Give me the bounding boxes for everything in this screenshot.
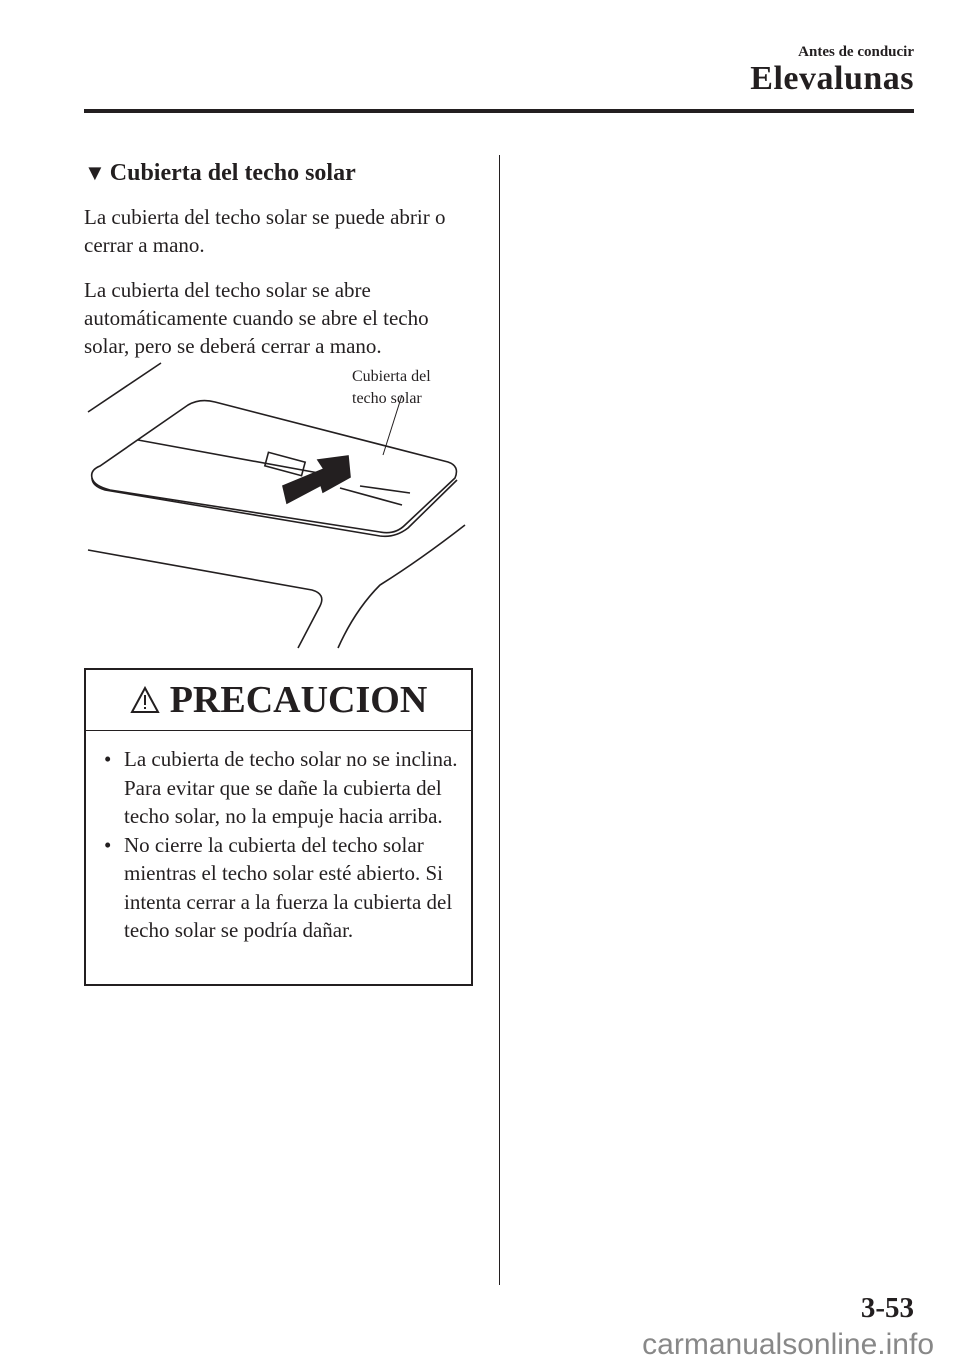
column-divider (499, 155, 500, 1285)
caution-item-text: La cubierta de techo solar no se inclina. Para evitar que se dañe la cubierta del techo solar, no la empuje hacia arriba. (124, 747, 458, 828)
triangle-icon: ▼ (84, 160, 106, 185)
paragraph: La cubierta del techo solar se abre automáticamente cuando se abre el techo solar, pero se deberá cerrar a mano. (84, 278, 429, 358)
watermark: carmanualsonline.info (642, 1328, 934, 1361)
paragraph: La cubierta del techo solar se puede abrir o cerrar a mano. (84, 205, 446, 257)
page-number: 3-53 (860, 1292, 914, 1324)
callout-line: Cubierta del (352, 368, 431, 385)
section-header: Antes de conducir (798, 44, 914, 60)
callout-line: techo solar (352, 390, 422, 407)
caution-item-text: No cierre la cubierta del techo solar mientras el techo solar esté abierto. Si intenta cerrar a la fuerza la cubierta del techo solar se podría dañar. (124, 832, 453, 942)
chapter-header: Elevalunas (750, 60, 914, 97)
caution-box (84, 668, 473, 986)
section-title-text: Cubierta del techo solar (109, 160, 356, 186)
section-title (84, 160, 356, 187)
header-rule (84, 109, 914, 113)
caution-heading (86, 670, 471, 731)
figure-callout (352, 366, 431, 410)
caution-item: • La cubierta de techo solar no se inclina. Para evitar que se dañe la cubierta del techo solar, no la empuje hacia arriba. (104, 747, 458, 828)
caution-heading-text: PRECAUCION (169, 679, 428, 721)
caution-item: • No cierre la cubierta del techo solar mientras el techo solar esté abierto. Si intenta cerrar a la fuerza la cubierta del techo solar se podría dañar. (104, 832, 453, 942)
warning-icon (130, 686, 160, 714)
